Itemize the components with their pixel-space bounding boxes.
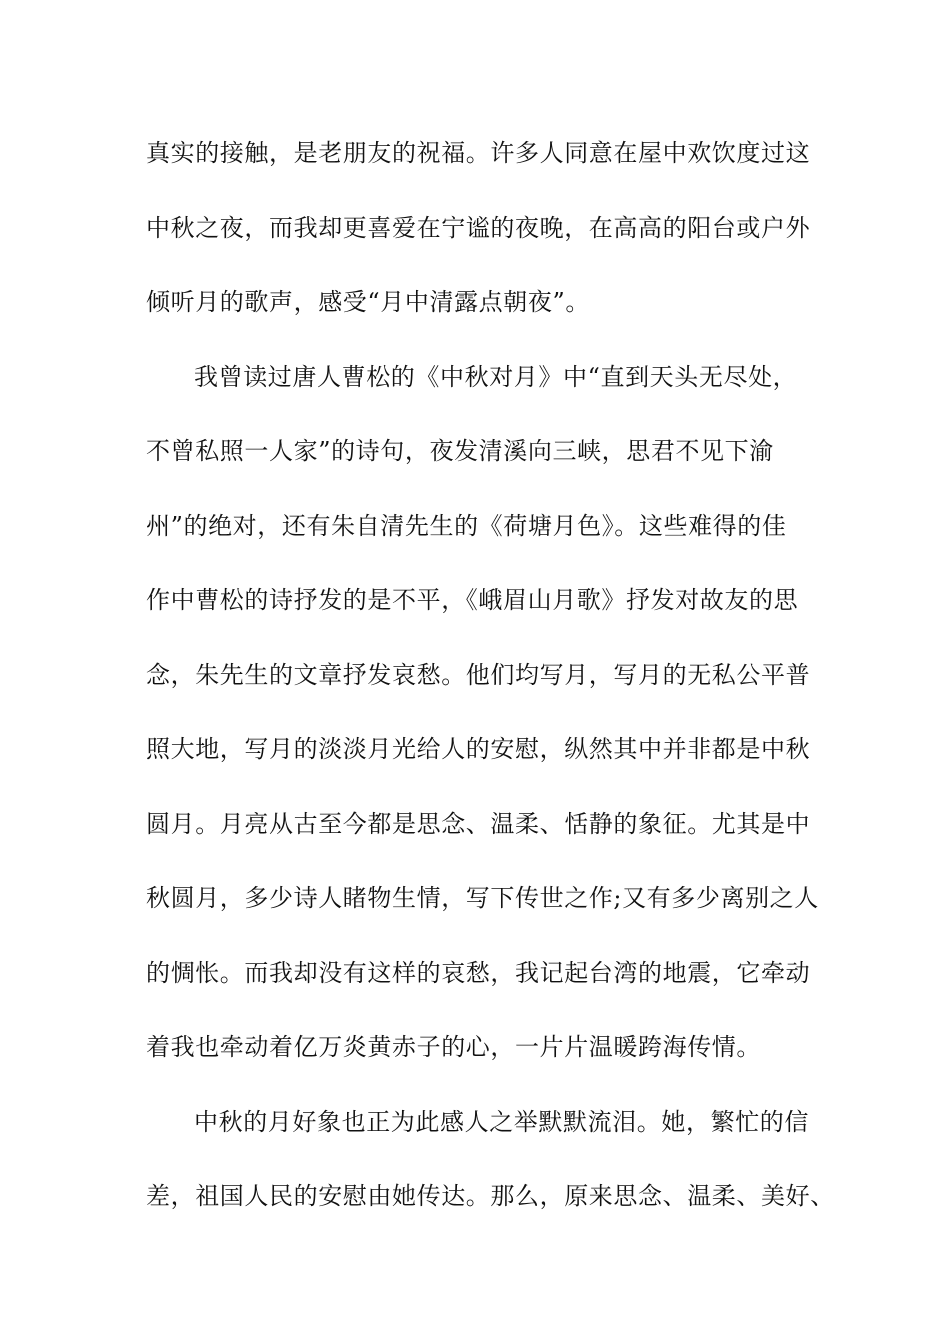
- text-line: 差，祖国人民的安慰由她传达。那么，原来思念、温柔、美好、: [146, 1182, 835, 1210]
- text-line: 倾听月的歌声，感受“月中清露点朝夜”。: [146, 288, 590, 316]
- text-line: 照大地，写月的淡淡月光给人的安慰，纵然其中并非都是中秋: [146, 735, 811, 763]
- paragraph-start-line: 中秋的月好象也正为此感人之举默默流泪。她，繁忙的信: [194, 1107, 809, 1136]
- body-text: [146, 125, 836, 1243]
- text-line: 秋圆月，多少诗人睹物生情，写下传世之作;又有多少离别之人: [146, 884, 819, 912]
- text-line: 的惆怅。而我却没有这样的哀愁，我记起台湾的地震，它牵动: [146, 958, 811, 987]
- text-line: 不曾私照一人家”的诗句，夜发清溪向三峡，思君不见下渝: [146, 437, 774, 465]
- text-line: 着我也牵动着亿万炎黄赤子的心，一片片温暖跨海传情。: [146, 1033, 761, 1061]
- text-line: 真实的接触，是老朋友的祝福。许多人同意在屋中欢饮度过这: [146, 139, 811, 167]
- text-line: 作中曹松的诗抒发的是不平，《峨眉山月歌》抒发对故友的思: [146, 586, 799, 614]
- text-line: 中秋之夜，而我却更喜爱在宁谧的夜晚，在高高的阳台或户外: [146, 213, 811, 242]
- text-line: 念，朱先生的文章抒发哀愁。他们均写月，写月的无私公平普: [146, 660, 811, 689]
- paragraph-start-line: 我曾读过唐人曹松的《中秋对月》中“直到天头无尽处，: [194, 362, 798, 391]
- text-line: 圆月。月亮从古至今都是思念、温柔、恬静的象征。尤其是中: [146, 809, 811, 838]
- text-line: 州”的绝对，还有朱自清先生的《荷塘月色》。这些难得的佳: [146, 511, 787, 540]
